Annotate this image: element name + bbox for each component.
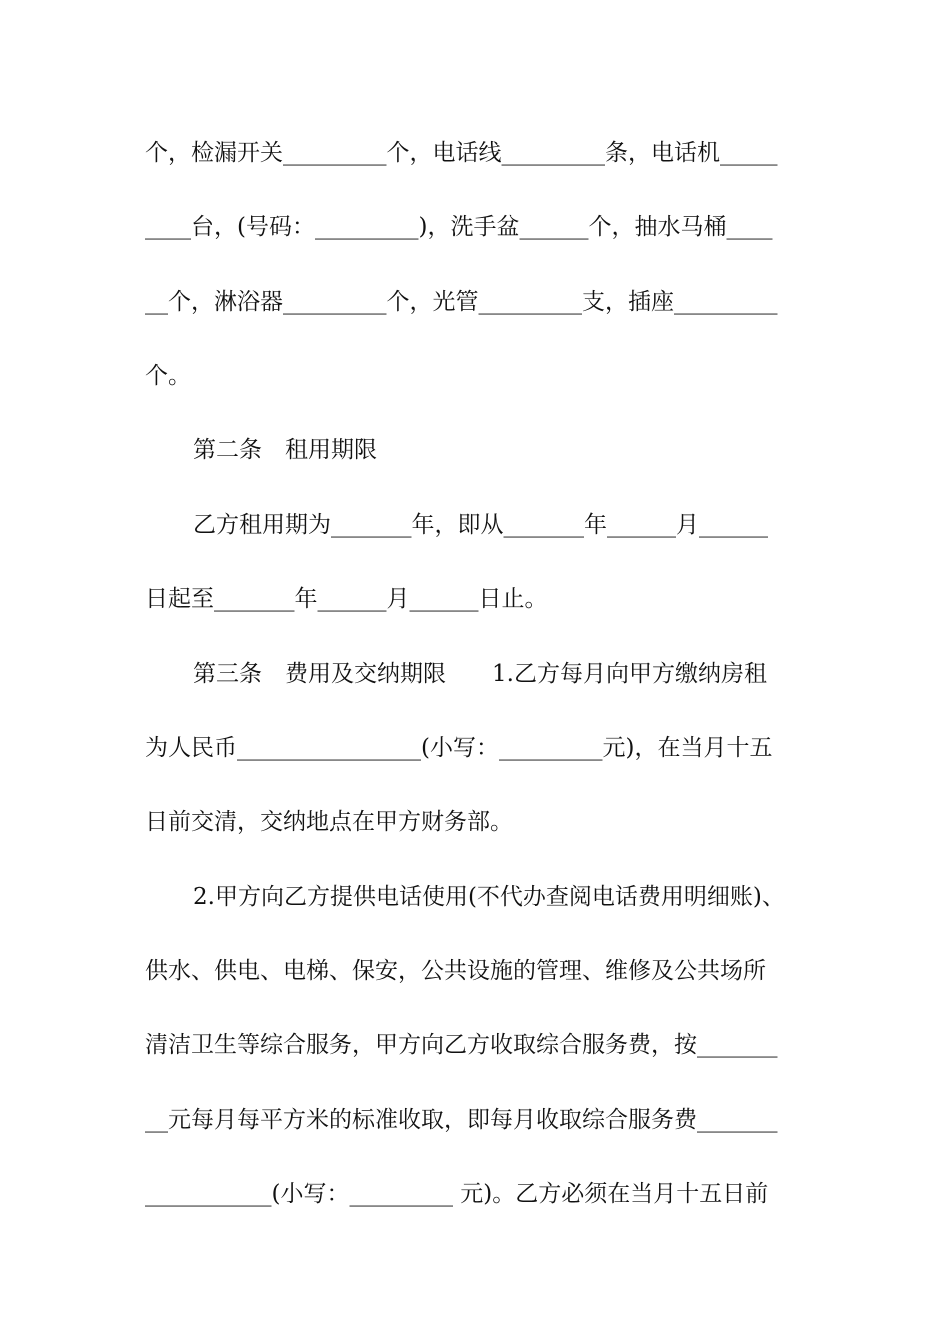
text-line: __个，淋浴器_________个，光管_________支，插座_________ — [145, 289, 778, 315]
text-line: __元每月每平方米的标准收取，即每月收取综合服务费_______ — [145, 1107, 778, 1133]
text-line: ___________(小写：_________ 元)。乙方必须在当月十五日前 — [145, 1181, 769, 1207]
text-line: 为人民币________________(小写：_________元)，在当月十五 — [145, 735, 773, 761]
text-line: 供水、供电、电梯、保安，公共设施的管理、维修及公共场所 — [145, 958, 766, 984]
text-line: ____台，(号码：_________)，洗手盆______个，抽水马桶____ — [145, 214, 773, 240]
text-line: 日起至_______年______月______日止。 — [145, 586, 548, 612]
text-line: 日前交清，交纳地点在甲方财务部。 — [145, 809, 513, 835]
article-heading: 第三条 费用及交纳期限 1.乙方每月向甲方缴纳房租 — [193, 661, 767, 687]
text-line: 清洁卫生等综合服务，甲方向乙方收取综合服务费，按_______ — [145, 1032, 778, 1058]
text-line: 2.甲方向乙方提供电话使用(不代办查阅电话费用明细账)、 — [193, 884, 785, 910]
article-heading: 第二条 租用期限 — [193, 437, 377, 463]
text-line: 乙方租用期为_______年，即从_______年______月______ — [193, 512, 768, 538]
text-line: 个，检漏开关_________个，电话线_________条，电话机_____ — [145, 140, 778, 166]
text-line: 个。 — [145, 363, 191, 389]
